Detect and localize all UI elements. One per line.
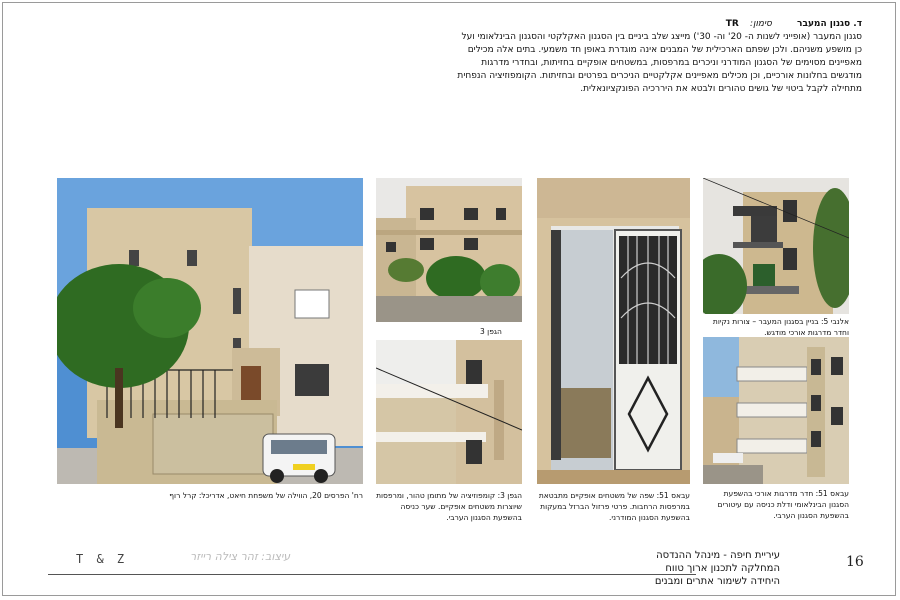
heading-text: ד. סגנון המעבר	[797, 19, 862, 29]
caption-hagefen: הגפן 3: קומפוזיציה של מתומן טהור, ומרפסות שיוצרות משטחים אופקיים. שער כניסה בהשפעת הסגנון הערבי.	[376, 491, 522, 522]
caption-allenby: אלנבי 5: בניין בסגנון המעבר – צורות נקיות וחדר מדרגות אורכי מודגש.	[712, 317, 849, 337]
section-heading	[452, 18, 862, 31]
photo-allenby-5	[703, 178, 849, 314]
org-line-1: עיריית חיפה - מינהל ההנדסה	[656, 550, 780, 561]
org-block	[655, 549, 780, 588]
photo-abbas-51-stair	[703, 337, 849, 484]
photo-building-upper	[376, 178, 522, 322]
caption-abbas-stair: עבאס 51: חדר מדרגות אורכי בהשפעת הסגנון הבינלאומי ודלת כניסה עם עיטורים בהשפעת הסגנון הערבי.	[717, 489, 849, 520]
section-intro	[452, 18, 862, 96]
photo-hagefen-3	[376, 340, 522, 484]
symbol-label: סימון:	[749, 19, 772, 29]
caption-villa: רח' הפרסים 20, הווילה של משפחת חיאט, אדריכל: קרל רוף	[169, 491, 363, 500]
org-line-3: היחידה לשימור אתרים ומבנים	[654, 576, 780, 587]
designer-logo: T & Z	[76, 552, 128, 566]
page-number: 16	[846, 554, 864, 570]
caption-door: עבאס 51: שפה של משטחים אופקיים מתבטאת במרפסות הרחבות. פרטי פרזול הברזל במעקות בהשפעת הסגנון המודרני.	[538, 491, 690, 522]
section-body: סגנון המעבר (אופייני לשנות ה- 20' וה- 30') מייצג שלב ביניים בין הסגנון האקלקטי והסגנון הבינלאומי ועל כן מושפע משניהם. ולכן שפתם הארכילית של המבנים אינה מוגדרת באופן חד משמעי. בתים אלה מכילים מאפיינים מסוימים של הסגנון המודרני וניכרים במרפסות, במשטחים אופקיים בחזיתות, ובחדרי מדרגות מודגשים בחלונות אורכיים, וכן מכילים מאפיינים אקלקטיים הניכרים בפרטים ובחזיתות. הקומפוזיציה הנפחית מתחילה לקבל ביטוי של גושים טהורים ולבטא את היררכיה הפונקציונאלית.	[457, 32, 862, 94]
designers-credit: עיצוב: זהר צילה רייזר	[190, 550, 291, 563]
footer-rule	[48, 574, 696, 575]
org-line-2: המחלקה לתכנון ארוך טווח	[665, 563, 780, 574]
photo-villa-hafarsim	[57, 178, 363, 484]
photo-door-abbas-51	[537, 178, 690, 484]
symbol-code: TR	[725, 19, 739, 29]
label-hagefen: הגפן 3	[480, 327, 502, 336]
